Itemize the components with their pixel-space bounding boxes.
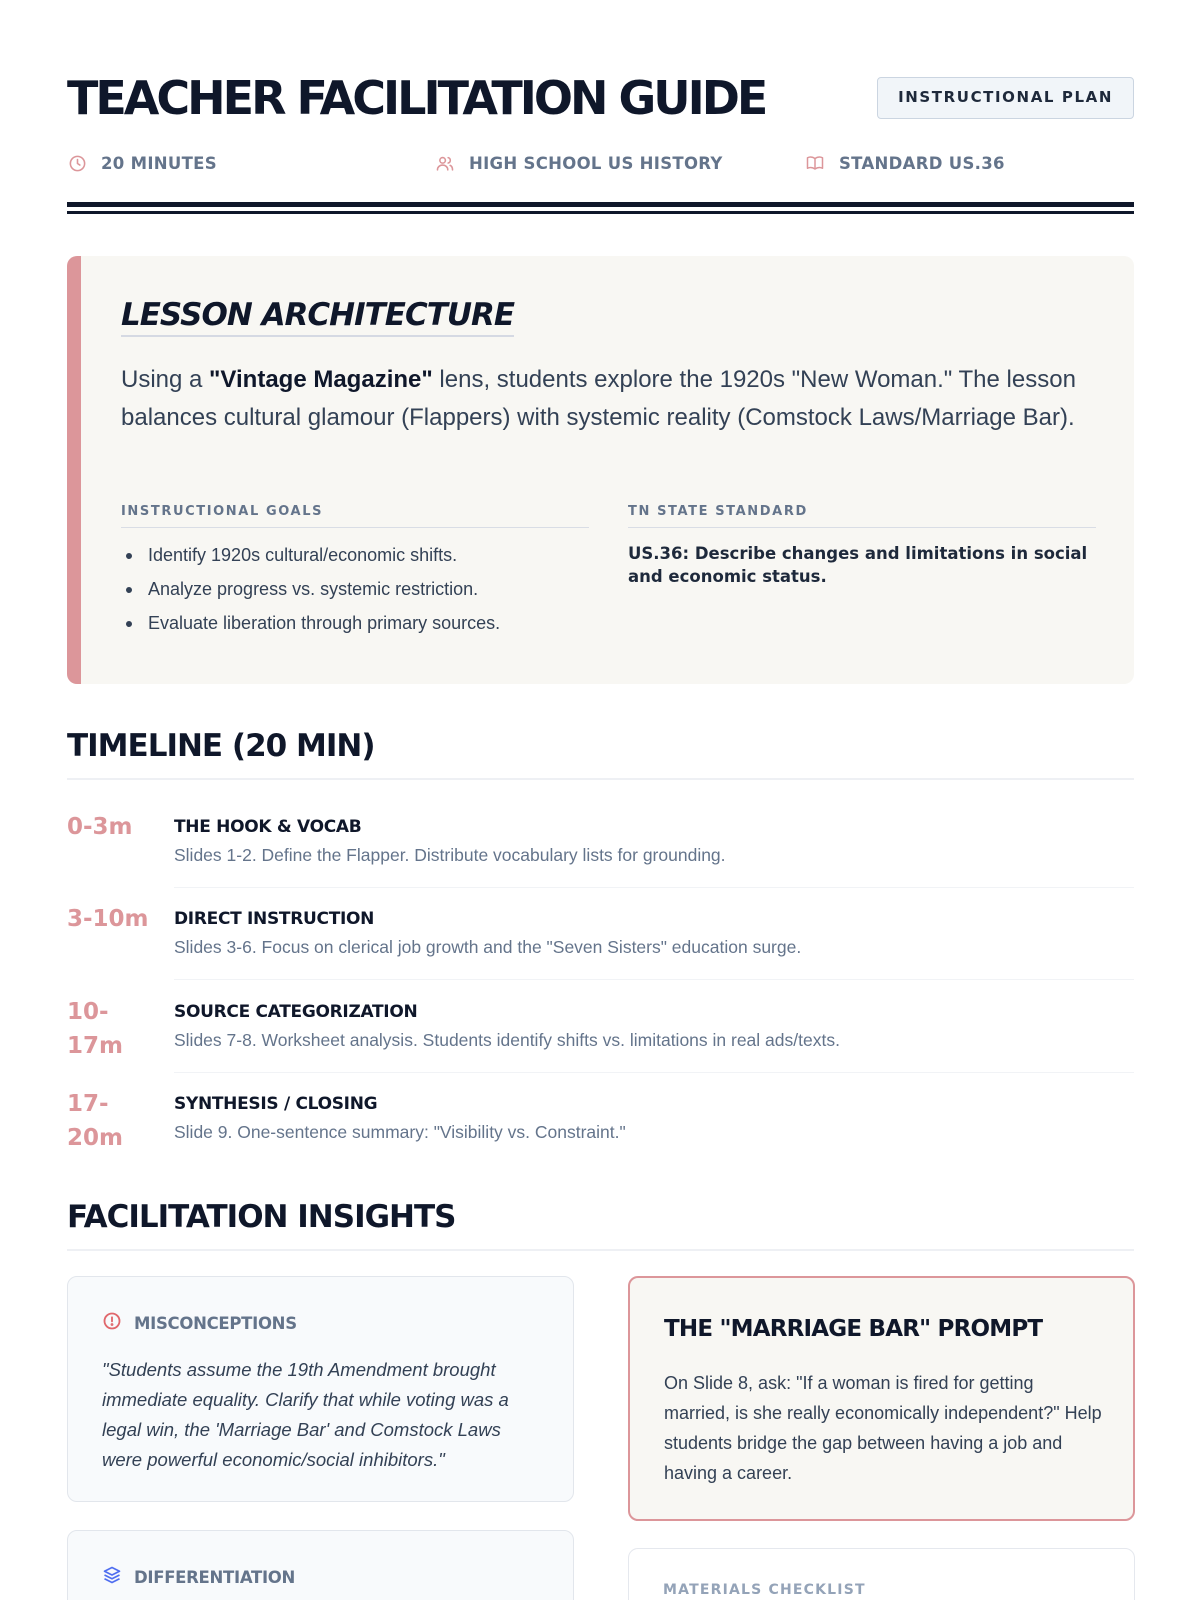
- timeline-content: [174, 908, 1134, 980]
- prompt-heading: THE "MARRIAGE BAR" PROMPT: [664, 1316, 1043, 1342]
- timeline-heading: SOURCE CATEGORIZATION: [174, 1002, 418, 1022]
- meta-standard-text: STANDARD US.36: [839, 153, 1005, 173]
- alert-circle-icon: [102, 1311, 122, 1336]
- timeline-heading: SYNTHESIS / CLOSING: [174, 1094, 378, 1114]
- misconceptions-text: "Students assume the 19th Amendment brought immediate equality. Clarify that while voting was a legal win, the 'Marriage Bar' and Comstock Laws were powerful economic/social inhibitors.": [102, 1359, 509, 1470]
- goal-item: Analyze progress vs. systemic restriction.: [121, 572, 589, 606]
- materials-checklist-heading: MATERIALS CHECKLIST: [663, 1582, 866, 1598]
- materials-checklist-card: [628, 1548, 1135, 1600]
- timeline-heading: THE HOOK & VOCAB: [174, 817, 362, 837]
- facilitation-insights-title: FACILITATION INSIGHTS: [67, 1197, 1134, 1251]
- timeline-time: 3-10m: [67, 906, 149, 932]
- timeline-title: TIMELINE (20 MIN): [67, 726, 1134, 780]
- differentiation-header: [102, 1565, 295, 1590]
- state-standard-heading: TN STATE STANDARD: [628, 504, 1096, 528]
- timeline-description: Slides 7-8. Worksheet analysis. Students identify shifts vs. limitations in real ads/texts.: [174, 1030, 840, 1050]
- timeline-content: [174, 1093, 1134, 1164]
- instructional-goals-heading: INSTRUCTIONAL GOALS: [121, 504, 589, 528]
- timeline-description: Slides 1-2. Define the Flapper. Distribute vocabulary lists for grounding.: [174, 845, 726, 865]
- prompt-text: On Slide 8, ask: "If a woman is fired for getting married, is she really economically independent?" Help students bridge the gap between having a job and having a career.: [664, 1373, 1102, 1483]
- page-title: TEACHER FACILITATION GUIDE: [67, 71, 766, 125]
- layers-icon: [102, 1565, 122, 1590]
- timeline-content: [174, 816, 1134, 888]
- header-divider-thin: [67, 211, 1134, 214]
- timeline-description: Slide 9. One-sentence summary: "Visibility vs. Constraint.": [174, 1122, 626, 1142]
- differentiation-heading: DIFFERENTIATION: [134, 1568, 296, 1587]
- meta-course: [435, 148, 723, 178]
- meta-duration: [67, 148, 217, 178]
- timeline-time: 0-3m: [67, 814, 133, 840]
- users-icon: [435, 153, 455, 173]
- meta-course-text: HIGH SCHOOL US HISTORY: [469, 153, 723, 173]
- summary-text-pre: Using a: [121, 366, 210, 393]
- timeline-content: [174, 1001, 1134, 1073]
- timeline-time: 10-17m: [67, 999, 123, 1059]
- book-icon: [805, 153, 825, 173]
- state-standard-text: US.36: Describe changes and limitations in social and economic status.: [628, 544, 1088, 586]
- meta-standard: [805, 148, 1005, 178]
- summary-text-bold: "Vintage Magazine": [209, 366, 433, 393]
- clock-icon: [67, 153, 87, 173]
- page-header: [67, 68, 1134, 173]
- lesson-architecture-title: LESSON ARCHITECTURE: [121, 296, 514, 337]
- differentiation-card: [67, 1530, 574, 1600]
- misconceptions-card: [67, 1276, 574, 1502]
- header-divider-thick: [67, 202, 1134, 207]
- instructional-goals: [121, 504, 589, 640]
- lesson-architecture-card: [67, 256, 1134, 684]
- meta-duration-text: 20 MINUTES: [101, 153, 217, 173]
- misconceptions-header: [102, 1311, 297, 1336]
- goal-item: Identify 1920s cultural/economic shifts.: [121, 538, 589, 572]
- goal-item: Evaluate liberation through primary sources.: [121, 606, 589, 640]
- timeline-description: Slides 3-6. Focus on clerical job growth and the "Seven Sisters" education surge.: [174, 937, 802, 957]
- state-standard: [628, 504, 1096, 588]
- marriage-bar-prompt-card: [628, 1276, 1135, 1521]
- goals-list: [121, 538, 589, 640]
- summary-text-post: lens, students explore the 1920s "New Woman." The lesson balances cultural glamour (Flappers) with systemic reality (Comstock Laws/Marriage Bar).: [121, 366, 1076, 431]
- instructional-plan-badge: INSTRUCTIONAL PLAN: [877, 77, 1134, 119]
- accent-bar: [67, 256, 81, 684]
- timeline-time: 17-20m: [67, 1091, 123, 1151]
- timeline-heading: DIRECT INSTRUCTION: [174, 909, 375, 929]
- meta-row: [67, 148, 1134, 178]
- misconceptions-heading: MISCONCEPTIONS: [134, 1314, 297, 1333]
- lesson-architecture-summary: [121, 361, 1081, 437]
